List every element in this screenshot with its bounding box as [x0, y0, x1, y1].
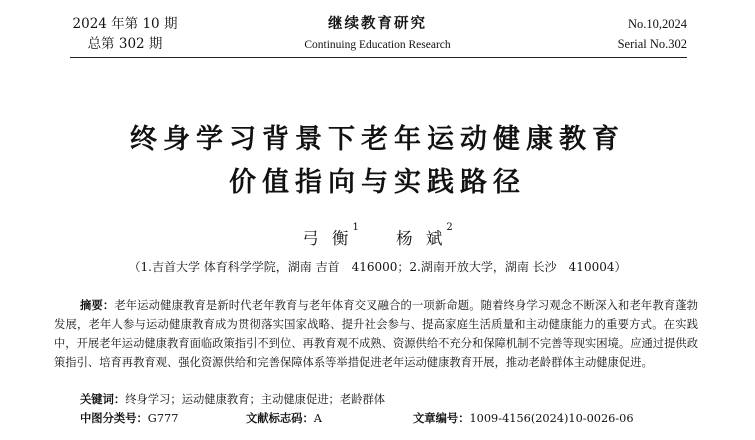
- author-affil-mark: 2: [446, 222, 453, 233]
- abstract-text: 老年运动健康教育是新时代老年教育与老年体育交叉融合的一项新命题。随着终身学习观念不断深入和老年教育蓬勃发展，老年人参与运动健康教育成为贯彻落实国家战略、提升社会参与、提高家庭生活质量和主动健康能力的重要方式。在实践中，开展老年运动健康教育面临政策指引不到位、再教育观不成熟、资源供给不充分和保障机制不完善等现实困境。应通过提供政策指引、培育再教育观、强化资源供给和完善保障体系等举措促进老年运动健康教育开展，推动老龄群体主动健康促进。: [54, 299, 698, 369]
- doc-code-label: 文献标志码：: [246, 412, 314, 425]
- issue-info-en: [567, 14, 687, 54]
- doc-code-value: A: [313, 412, 322, 425]
- paper-title-line2: 价值指向与实践路径: [229, 167, 526, 198]
- article-number: [413, 411, 634, 427]
- keywords-text: 终身学习；运动健康教育；主动健康促进；老龄群体: [125, 393, 386, 406]
- abstract: [54, 296, 698, 372]
- document-code: [246, 411, 322, 427]
- issue-info: [70, 14, 180, 54]
- article-number-value: 1009-4156(2024)10-0026-06: [469, 412, 634, 425]
- abstract-label: 摘要：: [80, 299, 115, 312]
- author-name: 弓 衡: [302, 229, 353, 248]
- issue-total-number: 总第 302 期: [87, 36, 163, 52]
- journal-name-cn: 继续教育研究: [328, 15, 427, 32]
- clc-number: [80, 411, 178, 427]
- serial-number-en: Serial No.302: [617, 37, 687, 51]
- journal-name: [270, 14, 485, 54]
- keywords: [80, 392, 385, 408]
- paper-title-line1: 终身学习背景下老年运动健康教育: [130, 124, 625, 155]
- author-list: [0, 222, 755, 249]
- affiliations: （1.吉首大学 体育科学学院，湖南 吉首 416000；2.湖南开放大学，湖南 长沙 410004）: [128, 260, 627, 274]
- author-name: 杨 斌: [396, 229, 447, 248]
- clc-label: 中图分类号：: [80, 412, 148, 425]
- issue-number-en: No.10,2024: [627, 17, 687, 31]
- journal-name-en: Continuing Education Research: [304, 39, 451, 51]
- keywords-label: 关键词：: [80, 393, 126, 406]
- clc-value: G777: [147, 412, 179, 425]
- header-rule: [70, 57, 687, 58]
- article-number-label: 文章编号：: [413, 412, 470, 425]
- author: [302, 222, 359, 249]
- author-affil-mark: 1: [352, 222, 359, 233]
- author: [396, 222, 453, 249]
- issue-year-number: 2024 年第 10 期: [72, 16, 178, 32]
